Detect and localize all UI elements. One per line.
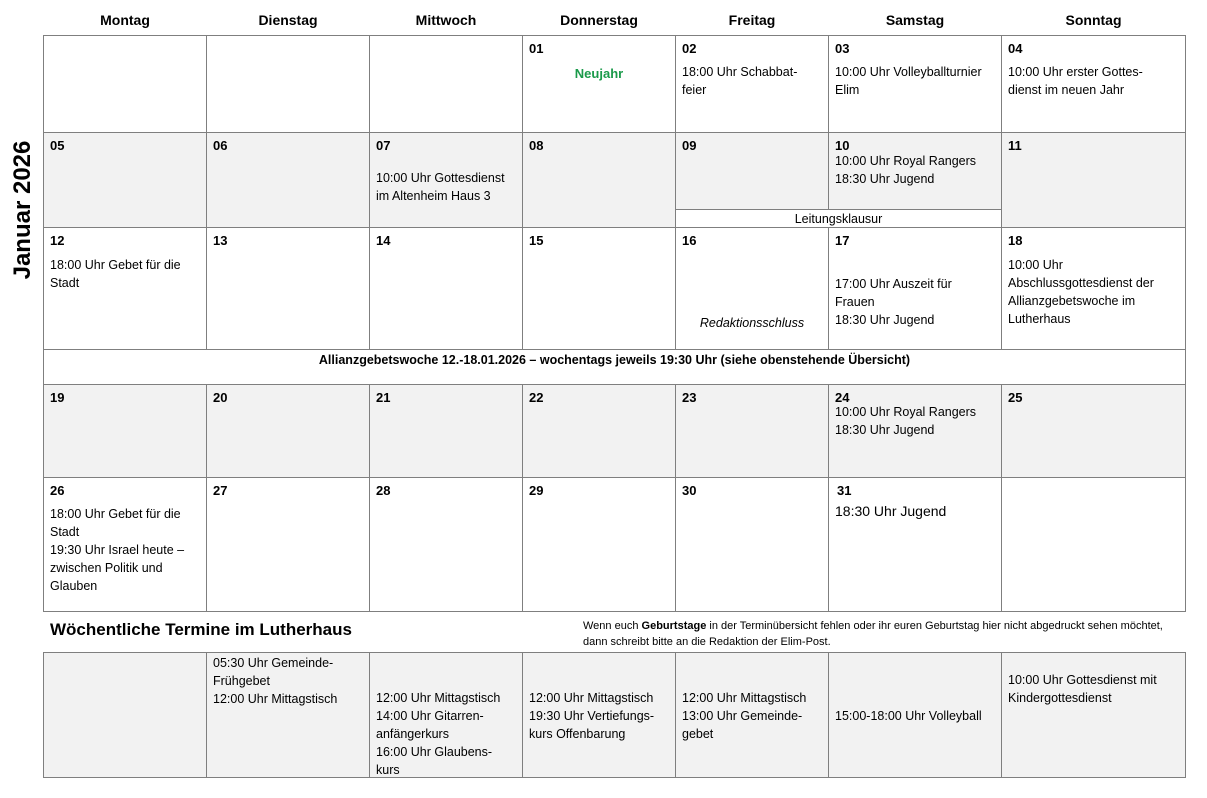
day-number: 26 (50, 483, 65, 498)
weekly-cell-wednesday (369, 652, 523, 778)
deadline-note: Redaktionsschluss (699, 316, 805, 330)
day-number: 12 (50, 233, 65, 248)
day-cell-empty (206, 35, 370, 133)
day-events: 10:00 Uhr Royal Rangers 18:30 Uhr Jugend (835, 405, 977, 437)
day-number: 07 (376, 138, 391, 153)
day-cell-28 (369, 477, 523, 612)
day-cell-16 (675, 227, 829, 350)
day-number: 05 (50, 138, 65, 153)
day-events: 18:00 Uhr Gebet für die Stadt (50, 258, 181, 290)
day-cell-04 (1001, 35, 1186, 133)
day-cell-02 (675, 35, 829, 133)
day-cell-10 (828, 132, 1002, 210)
day-cell-23 (675, 384, 829, 478)
allianz-banner: Allianzgebetswoche 12.-18.01.2026 – wochentags jeweils 19:30 Uhr (siehe obenstehende Übersicht) (43, 349, 1186, 385)
day-cell-11 (1001, 132, 1186, 228)
day-cell-05 (43, 132, 207, 228)
day-number: 13 (213, 233, 228, 248)
day-cell-21 (369, 384, 523, 478)
day-cell-09 (675, 132, 829, 210)
day-number: 03 (835, 41, 850, 56)
day-cell-15 (522, 227, 676, 350)
day-number: 25 (1008, 390, 1023, 405)
day-cell-31 (828, 477, 1002, 612)
day-events: 10:00 Uhr erster Gottes- dienst im neuen Jahr (1008, 65, 1143, 97)
day-cell-18 (1001, 227, 1186, 350)
weekly-events: 15:00-18:00 Uhr Volleyball (835, 709, 982, 723)
day-number: 20 (213, 390, 228, 405)
day-number: 21 (376, 390, 391, 405)
day-number: 17 (835, 233, 850, 248)
day-number: 29 (529, 483, 544, 498)
day-cell-26 (43, 477, 207, 612)
day-number: 31 (837, 483, 852, 498)
day-number: 11 (1008, 138, 1022, 153)
day-number: 15 (529, 233, 544, 248)
weekly-cell-tuesday (206, 652, 370, 778)
weekly-heading: Wöchentliche Termine im Lutherhaus (50, 620, 352, 639)
day-cell-07 (369, 132, 523, 228)
day-number: 14 (376, 233, 391, 248)
day-number: 09 (682, 138, 697, 153)
day-cell-12 (43, 227, 207, 350)
weekly-cell-sunday (1001, 652, 1186, 778)
weekly-cell-monday (43, 652, 207, 778)
day-number: 04 (1008, 41, 1023, 56)
weekly-cell-saturday (828, 652, 1002, 778)
day-cell-01 (522, 35, 676, 133)
day-events: 18:00 Uhr Gebet für die Stadt 19:30 Uhr Israel heute – zwischen Politik und Glauben (50, 507, 185, 593)
weekday-thursday: Donnerstag (560, 12, 638, 28)
day-cell-24 (828, 384, 1002, 478)
day-number: 06 (213, 138, 228, 153)
birthday-note: Wenn euch Geburtstage in der Terminübersicht fehlen oder ihr euren Geburtstag hier nicht abgedruckt sehen möchtet, dann schreibt bitte an die Redaktion der Elim-Post. (583, 620, 1163, 648)
holiday-label: Neujahr (574, 66, 624, 81)
day-cell-08 (522, 132, 676, 228)
weekly-events: 12:00 Uhr Mittagstisch 14:00 Uhr Gitarren- anfängerkurs 16:00 Uhr Glaubens- kurs (376, 691, 501, 777)
day-number: 22 (529, 390, 544, 405)
day-cell-03 (828, 35, 1002, 133)
day-cell-13 (206, 227, 370, 350)
day-number: 16 (682, 233, 697, 248)
day-events: 10:00 Uhr Abschlussgottesdienst der Allianzgebetswoche im Lutherhaus (1008, 258, 1154, 326)
day-cell-empty (1001, 477, 1186, 612)
weekday-friday: Freitag (728, 12, 776, 28)
weekly-cell-friday (675, 652, 829, 778)
weekly-events: 10:00 Uhr Gottesdienst mit Kindergottesdienst (1008, 673, 1157, 705)
day-number: 02 (682, 41, 697, 56)
day-cell-22 (522, 384, 676, 478)
day-number: 27 (213, 483, 228, 498)
day-number: 30 (682, 483, 697, 498)
day-cell-14 (369, 227, 523, 350)
day-events: 18:30 Uhr Jugend (835, 503, 947, 519)
day-cell-empty (43, 35, 207, 133)
weekly-events: 05:30 Uhr Gemeinde- Frühgebet 12:00 Uhr Mittagstisch (213, 656, 338, 706)
month-title: Januar 2026 (9, 140, 36, 280)
day-cell-17 (828, 227, 1002, 350)
day-events: 10:00 Uhr Gottesdienst im Altenheim Haus 3 (376, 171, 505, 203)
day-number: 19 (50, 390, 65, 405)
day-cell-empty (369, 35, 523, 133)
weekday-wednesday: Mittwoch (415, 12, 477, 28)
day-number: 01 (529, 41, 544, 56)
day-number: 23 (682, 390, 697, 405)
weekday-monday: Montag (100, 12, 150, 28)
weekday-saturday: Samstag (885, 12, 945, 28)
leitungsklausur-bar: Leitungsklausur (675, 209, 1002, 228)
day-number: 24 (835, 390, 850, 405)
weekly-events: 12:00 Uhr Mittagstisch 13:00 Uhr Gemeinde- gebet (682, 691, 807, 741)
day-cell-20 (206, 384, 370, 478)
day-events: 17:00 Uhr Auszeit für Frauen 18:30 Uhr Jugend (835, 277, 952, 327)
day-events: 18:00 Uhr Schabbat- feier (682, 65, 798, 97)
day-events: 10:00 Uhr Volleyballturnier Elim (835, 65, 982, 97)
day-number: 08 (529, 138, 544, 153)
day-events: 10:00 Uhr Royal Rangers 18:30 Uhr Jugend (835, 154, 977, 186)
day-cell-27 (206, 477, 370, 612)
weekly-events: 12:00 Uhr Mittagstisch 19:30 Uhr Vertiefungs- kurs Offenbarung (529, 691, 655, 741)
day-cell-30 (675, 477, 829, 612)
day-cell-19 (43, 384, 207, 478)
day-cell-25 (1001, 384, 1186, 478)
day-number: 10 (835, 138, 850, 153)
day-number: 28 (376, 483, 391, 498)
weekday-tuesday: Dienstag (258, 12, 318, 28)
weekday-sunday: Sonntag (1065, 12, 1122, 28)
weekly-cell-thursday (522, 652, 676, 778)
day-cell-29 (522, 477, 676, 612)
day-number: 18 (1008, 233, 1023, 248)
day-cell-06 (206, 132, 370, 228)
